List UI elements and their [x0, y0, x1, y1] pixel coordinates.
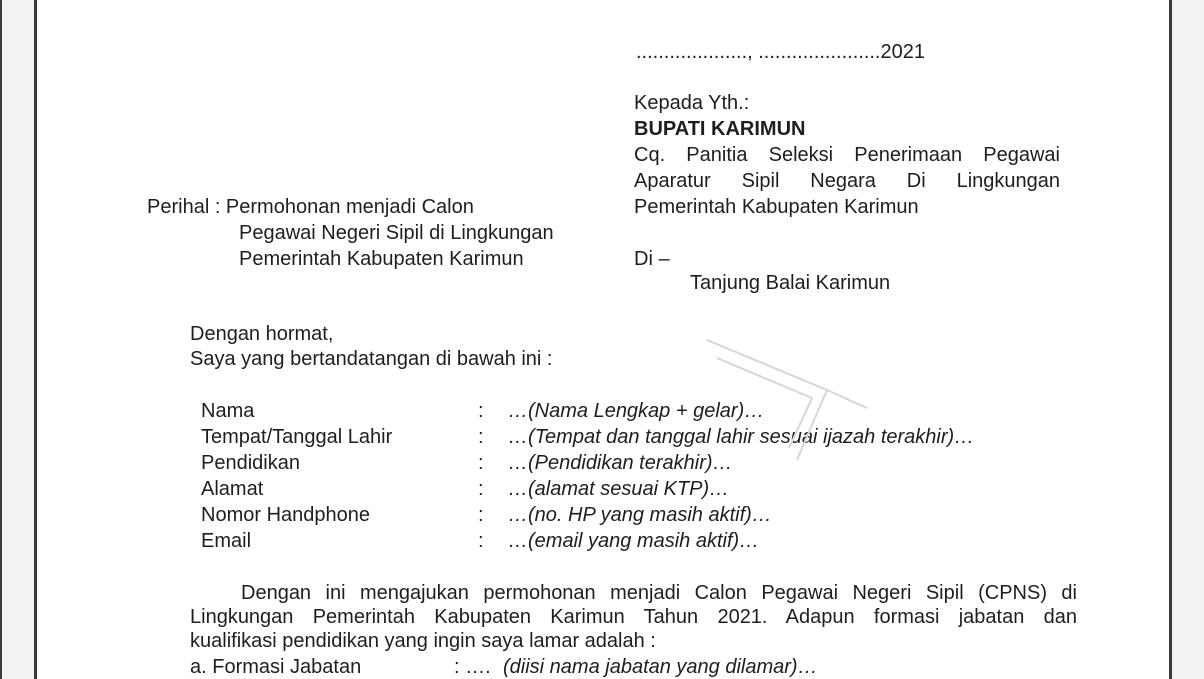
field-colon: :: [478, 400, 484, 422]
viewer-left-gutter: [0, 0, 34, 679]
field-value: …(alamat sesuai KTP)…: [508, 478, 730, 500]
recipient-cq-line1: Cq. Panitia Seleksi Penerimaan Pegawai: [634, 144, 1060, 166]
watermark-stamp-icon: [677, 330, 877, 470]
recipient-di: Di –: [634, 248, 670, 270]
body-line-2: Lingkungan Pemerintah Kabupaten Karimun Tahun 2021. Adapun formasi jabatan dan: [190, 606, 1077, 628]
perihal-line3: Pemerintah Kabupaten Karimun: [239, 248, 524, 270]
field-value: …(email yang masih aktif)…: [508, 530, 760, 552]
field-label: Email: [201, 530, 252, 552]
body-line-3: kualifikasi pendidikan yang ingin saya lamar adalah :: [190, 630, 656, 652]
field-value: …(Nama Lengkap + gelar)…: [508, 400, 765, 422]
body-line-1: Dengan ini mengajukan permohonan menjadi Calon Pegawai Negeri Sipil (CPNS) di: [241, 582, 1077, 604]
recipient-kepada: Kepada Yth.:: [634, 92, 750, 114]
recipient-name: BUPATI KARIMUN: [634, 118, 806, 140]
intro-text: Saya yang bertandatangan di bawah ini :: [190, 348, 553, 370]
field-label: Pendidikan: [201, 452, 300, 474]
field-colon: :: [478, 426, 484, 448]
field-value: …(Tempat dan tanggal lahir sesuai ijazah terakhir)…: [508, 426, 975, 448]
field-colon: :: [478, 504, 484, 526]
list-a-label: a. Formasi Jabatan: [190, 656, 362, 678]
salutation: Dengan hormat,: [190, 323, 334, 345]
field-label: Nomor Handphone: [201, 504, 370, 526]
field-label: Nama: [201, 400, 255, 422]
field-label: Tempat/Tanggal Lahir: [201, 426, 393, 448]
list-a-colon: : ….: [454, 656, 491, 678]
perihal-line2: Pegawai Negeri Sipil di Lingkungan: [239, 222, 554, 244]
list-a-value: (diisi nama jabatan yang dilamar)…: [503, 656, 818, 678]
date-line: ...................., ......................2021: [636, 41, 925, 63]
recipient-cq-line2: Aparatur Sipil Negara Di Lingkungan: [634, 170, 1060, 192]
recipient-cq-line3: Pemerintah Kabupaten Karimun: [634, 196, 919, 218]
field-colon: :: [478, 452, 484, 474]
field-value: …(Pendidikan terakhir)…: [508, 452, 733, 474]
field-label: Alamat: [201, 478, 264, 500]
field-colon: :: [478, 478, 484, 500]
field-colon: :: [478, 530, 484, 552]
perihal-label: Perihal : Permohonan menjadi Calon: [147, 196, 474, 218]
document-page: [34, 0, 1172, 679]
field-value: …(no. HP yang masih aktif)…: [508, 504, 772, 526]
recipient-place: Tanjung Balai Karimun: [690, 272, 891, 294]
viewer-right-gutter: [1172, 0, 1204, 679]
